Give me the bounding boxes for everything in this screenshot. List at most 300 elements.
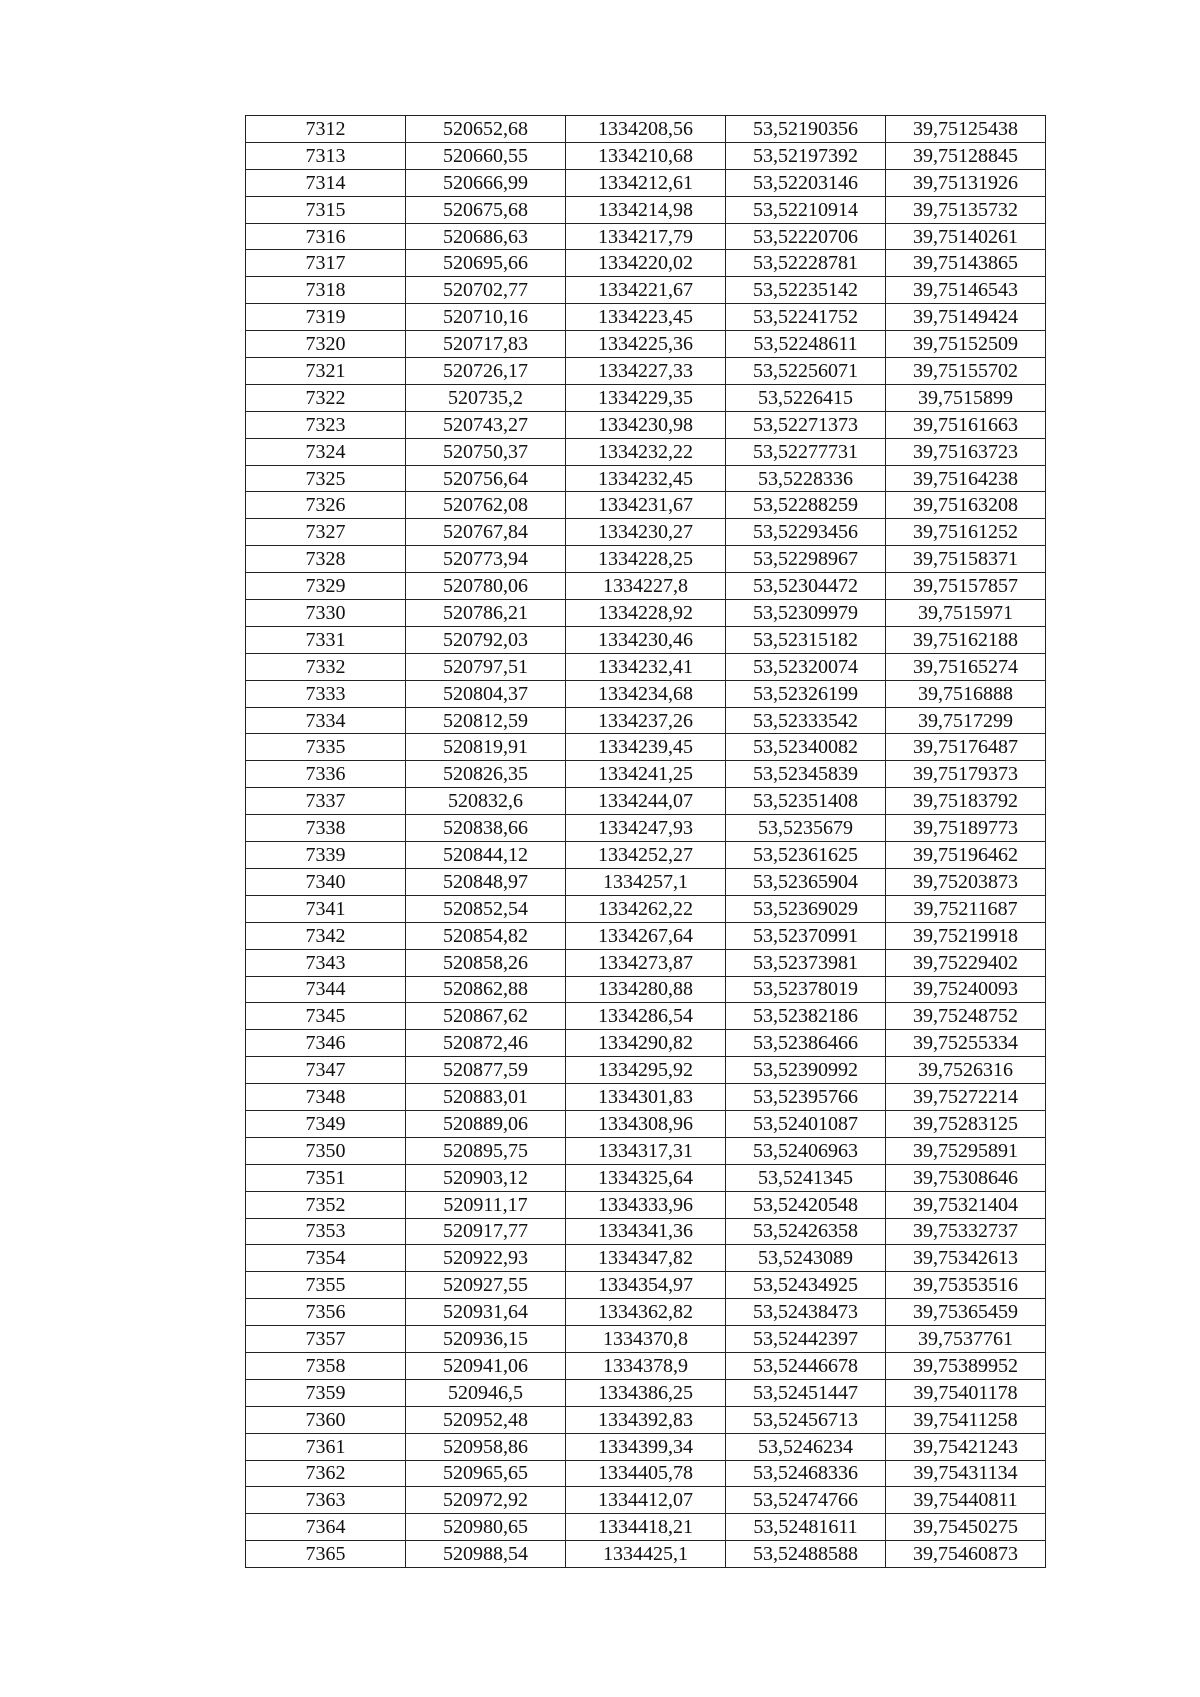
latitude-cell: 53,52442397 — [726, 1326, 886, 1353]
longitude-cell: 39,75164238 — [886, 465, 1046, 492]
point-number-cell: 7315 — [246, 196, 406, 223]
longitude-cell: 39,75229402 — [886, 949, 1046, 976]
point-number-cell: 7345 — [246, 1003, 406, 1030]
latitude-cell: 53,52361625 — [726, 842, 886, 869]
latitude-cell: 53,52256071 — [726, 358, 886, 385]
latitude-cell: 53,52340082 — [726, 734, 886, 761]
y-coordinate-cell: 1334234,68 — [566, 680, 726, 707]
table-row — [246, 949, 1046, 976]
y-coordinate-cell: 1334280,88 — [566, 976, 726, 1003]
table-row — [246, 868, 1046, 895]
table-row — [246, 250, 1046, 277]
longitude-cell: 39,75431134 — [886, 1460, 1046, 1487]
point-number-cell: 7335 — [246, 734, 406, 761]
latitude-cell: 53,52248611 — [726, 331, 886, 358]
longitude-cell: 39,7526316 — [886, 1057, 1046, 1084]
x-coordinate-cell: 520917,77 — [406, 1218, 566, 1245]
longitude-cell: 39,75163208 — [886, 492, 1046, 519]
table-row — [246, 626, 1046, 653]
table-row — [246, 519, 1046, 546]
table-row — [246, 680, 1046, 707]
x-coordinate-cell: 520972,92 — [406, 1487, 566, 1514]
y-coordinate-cell: 1334232,41 — [566, 653, 726, 680]
y-coordinate-cell: 1334210,68 — [566, 142, 726, 169]
y-coordinate-cell: 1334237,26 — [566, 707, 726, 734]
point-number-cell: 7352 — [246, 1191, 406, 1218]
latitude-cell: 53,52378019 — [726, 976, 886, 1003]
y-coordinate-cell: 1334227,8 — [566, 573, 726, 600]
y-coordinate-cell: 1334317,31 — [566, 1137, 726, 1164]
x-coordinate-cell: 520903,12 — [406, 1164, 566, 1191]
point-number-cell: 7343 — [246, 949, 406, 976]
latitude-cell: 53,52420548 — [726, 1191, 886, 1218]
y-coordinate-cell: 1334230,27 — [566, 519, 726, 546]
table-row — [246, 492, 1046, 519]
latitude-cell: 53,52373981 — [726, 949, 886, 976]
x-coordinate-cell: 520832,6 — [406, 788, 566, 815]
point-number-cell: 7350 — [246, 1137, 406, 1164]
point-number-cell: 7336 — [246, 761, 406, 788]
table-row — [246, 1137, 1046, 1164]
x-coordinate-cell: 520854,82 — [406, 922, 566, 949]
x-coordinate-cell: 520819,91 — [406, 734, 566, 761]
x-coordinate-cell: 520927,55 — [406, 1272, 566, 1299]
y-coordinate-cell: 1334386,25 — [566, 1379, 726, 1406]
table-row — [246, 1433, 1046, 1460]
latitude-cell: 53,52401087 — [726, 1110, 886, 1137]
y-coordinate-cell: 1334229,35 — [566, 384, 726, 411]
latitude-cell: 53,52210914 — [726, 196, 886, 223]
longitude-cell: 39,75149424 — [886, 304, 1046, 331]
table-row — [246, 277, 1046, 304]
point-number-cell: 7360 — [246, 1406, 406, 1433]
x-coordinate-cell: 520889,06 — [406, 1110, 566, 1137]
table-row — [246, 1110, 1046, 1137]
longitude-cell: 39,75308646 — [886, 1164, 1046, 1191]
longitude-cell: 39,75283125 — [886, 1110, 1046, 1137]
latitude-cell: 53,52333542 — [726, 707, 886, 734]
longitude-cell: 39,75176487 — [886, 734, 1046, 761]
table-row — [246, 1191, 1046, 1218]
longitude-cell: 39,75143865 — [886, 250, 1046, 277]
table-row — [246, 1272, 1046, 1299]
x-coordinate-cell: 520826,35 — [406, 761, 566, 788]
point-number-cell: 7359 — [246, 1379, 406, 1406]
point-number-cell: 7364 — [246, 1514, 406, 1541]
point-number-cell: 7351 — [246, 1164, 406, 1191]
latitude-cell: 53,52474766 — [726, 1487, 886, 1514]
longitude-cell: 39,75332737 — [886, 1218, 1046, 1245]
latitude-cell: 53,52426358 — [726, 1218, 886, 1245]
table-row — [246, 573, 1046, 600]
y-coordinate-cell: 1334333,96 — [566, 1191, 726, 1218]
point-number-cell: 7354 — [246, 1245, 406, 1272]
y-coordinate-cell: 1334214,98 — [566, 196, 726, 223]
point-number-cell: 7312 — [246, 116, 406, 143]
point-number-cell: 7337 — [246, 788, 406, 815]
y-coordinate-cell: 1334221,67 — [566, 277, 726, 304]
x-coordinate-cell: 520848,97 — [406, 868, 566, 895]
y-coordinate-cell: 1334241,25 — [566, 761, 726, 788]
point-number-cell: 7321 — [246, 358, 406, 385]
y-coordinate-cell: 1334362,82 — [566, 1299, 726, 1326]
table-row — [246, 976, 1046, 1003]
x-coordinate-cell: 520786,21 — [406, 600, 566, 627]
longitude-cell: 39,75460873 — [886, 1541, 1046, 1568]
table-row — [246, 169, 1046, 196]
longitude-cell: 39,75203873 — [886, 868, 1046, 895]
latitude-cell: 53,52446678 — [726, 1352, 886, 1379]
longitude-cell: 39,75240093 — [886, 976, 1046, 1003]
longitude-cell: 39,75295891 — [886, 1137, 1046, 1164]
y-coordinate-cell: 1334354,97 — [566, 1272, 726, 1299]
y-coordinate-cell: 1334286,54 — [566, 1003, 726, 1030]
x-coordinate-cell: 520780,06 — [406, 573, 566, 600]
point-number-cell: 7363 — [246, 1487, 406, 1514]
longitude-cell: 39,75131926 — [886, 169, 1046, 196]
longitude-cell: 39,75125438 — [886, 116, 1046, 143]
x-coordinate-cell: 520717,83 — [406, 331, 566, 358]
table-row — [246, 438, 1046, 465]
latitude-cell: 53,52369029 — [726, 895, 886, 922]
longitude-cell: 39,75183792 — [886, 788, 1046, 815]
y-coordinate-cell: 1334228,92 — [566, 600, 726, 627]
point-number-cell: 7362 — [246, 1460, 406, 1487]
table-row — [246, 1541, 1046, 1568]
point-number-cell: 7353 — [246, 1218, 406, 1245]
latitude-cell: 53,5228336 — [726, 465, 886, 492]
latitude-cell: 53,52315182 — [726, 626, 886, 653]
longitude-cell: 39,75321404 — [886, 1191, 1046, 1218]
latitude-cell: 53,52228781 — [726, 250, 886, 277]
longitude-cell: 39,75196462 — [886, 842, 1046, 869]
latitude-cell: 53,52370991 — [726, 922, 886, 949]
latitude-cell: 53,52190356 — [726, 116, 886, 143]
point-number-cell: 7329 — [246, 573, 406, 600]
x-coordinate-cell: 520941,06 — [406, 1352, 566, 1379]
x-coordinate-cell: 520931,64 — [406, 1299, 566, 1326]
point-number-cell: 7365 — [246, 1541, 406, 1568]
x-coordinate-cell: 520767,84 — [406, 519, 566, 546]
longitude-cell: 39,7515899 — [886, 384, 1046, 411]
x-coordinate-cell: 520773,94 — [406, 546, 566, 573]
y-coordinate-cell: 1334273,87 — [566, 949, 726, 976]
x-coordinate-cell: 520660,55 — [406, 142, 566, 169]
y-coordinate-cell: 1334370,8 — [566, 1326, 726, 1353]
longitude-cell: 39,75179373 — [886, 761, 1046, 788]
point-number-cell: 7327 — [246, 519, 406, 546]
x-coordinate-cell: 520675,68 — [406, 196, 566, 223]
longitude-cell: 39,75353516 — [886, 1272, 1046, 1299]
point-number-cell: 7328 — [246, 546, 406, 573]
x-coordinate-cell: 520652,68 — [406, 116, 566, 143]
longitude-cell: 39,75189773 — [886, 815, 1046, 842]
x-coordinate-cell: 520702,77 — [406, 277, 566, 304]
point-number-cell: 7316 — [246, 223, 406, 250]
table-row — [246, 707, 1046, 734]
point-number-cell: 7322 — [246, 384, 406, 411]
longitude-cell: 39,75140261 — [886, 223, 1046, 250]
table-row — [246, 1460, 1046, 1487]
latitude-cell: 53,52434925 — [726, 1272, 886, 1299]
table-row — [246, 922, 1046, 949]
latitude-cell: 53,5226415 — [726, 384, 886, 411]
latitude-cell: 53,52309979 — [726, 600, 886, 627]
latitude-cell: 53,5241345 — [726, 1164, 886, 1191]
longitude-cell: 39,75389952 — [886, 1352, 1046, 1379]
y-coordinate-cell: 1334252,27 — [566, 842, 726, 869]
x-coordinate-cell: 520936,15 — [406, 1326, 566, 1353]
longitude-cell: 39,75161663 — [886, 411, 1046, 438]
latitude-cell: 53,52395766 — [726, 1084, 886, 1111]
longitude-cell: 39,7517299 — [886, 707, 1046, 734]
x-coordinate-cell: 520735,2 — [406, 384, 566, 411]
longitude-cell: 39,75211687 — [886, 895, 1046, 922]
longitude-cell: 39,75219918 — [886, 922, 1046, 949]
point-number-cell: 7325 — [246, 465, 406, 492]
point-number-cell: 7341 — [246, 895, 406, 922]
table-row — [246, 1003, 1046, 1030]
x-coordinate-cell: 520695,66 — [406, 250, 566, 277]
point-number-cell: 7320 — [246, 331, 406, 358]
y-coordinate-cell: 1334399,34 — [566, 1433, 726, 1460]
x-coordinate-cell: 520958,86 — [406, 1433, 566, 1460]
y-coordinate-cell: 1334262,22 — [566, 895, 726, 922]
y-coordinate-cell: 1334347,82 — [566, 1245, 726, 1272]
y-coordinate-cell: 1334232,22 — [566, 438, 726, 465]
latitude-cell: 53,52235142 — [726, 277, 886, 304]
latitude-cell: 53,52271373 — [726, 411, 886, 438]
y-coordinate-cell: 1334378,9 — [566, 1352, 726, 1379]
longitude-cell: 39,75161252 — [886, 519, 1046, 546]
y-coordinate-cell: 1334418,21 — [566, 1514, 726, 1541]
y-coordinate-cell: 1334247,93 — [566, 815, 726, 842]
y-coordinate-cell: 1334228,25 — [566, 546, 726, 573]
table-row — [246, 1514, 1046, 1541]
table-row — [246, 546, 1046, 573]
longitude-cell: 39,75157857 — [886, 573, 1046, 600]
latitude-cell: 53,52293456 — [726, 519, 886, 546]
point-number-cell: 7332 — [246, 653, 406, 680]
table-row — [246, 653, 1046, 680]
y-coordinate-cell: 1334267,64 — [566, 922, 726, 949]
longitude-cell: 39,75155702 — [886, 358, 1046, 385]
latitude-cell: 53,52203146 — [726, 169, 886, 196]
latitude-cell: 53,52481611 — [726, 1514, 886, 1541]
table-row — [246, 1030, 1046, 1057]
point-number-cell: 7340 — [246, 868, 406, 895]
longitude-cell: 39,75342613 — [886, 1245, 1046, 1272]
longitude-cell: 39,75163723 — [886, 438, 1046, 465]
table-row — [246, 304, 1046, 331]
longitude-cell: 39,75421243 — [886, 1433, 1046, 1460]
latitude-cell: 53,52197392 — [726, 142, 886, 169]
longitude-cell: 39,75272214 — [886, 1084, 1046, 1111]
table-row — [246, 1487, 1046, 1514]
point-number-cell: 7339 — [246, 842, 406, 869]
longitude-cell: 39,75146543 — [886, 277, 1046, 304]
longitude-cell: 39,75255334 — [886, 1030, 1046, 1057]
table-row — [246, 1379, 1046, 1406]
latitude-cell: 53,52326199 — [726, 680, 886, 707]
x-coordinate-cell: 520686,63 — [406, 223, 566, 250]
longitude-cell: 39,7537761 — [886, 1326, 1046, 1353]
latitude-cell: 53,52320074 — [726, 653, 886, 680]
point-number-cell: 7346 — [246, 1030, 406, 1057]
x-coordinate-cell: 520872,46 — [406, 1030, 566, 1057]
latitude-cell: 53,52298967 — [726, 546, 886, 573]
latitude-cell: 53,52220706 — [726, 223, 886, 250]
point-number-cell: 7331 — [246, 626, 406, 653]
table-row — [246, 411, 1046, 438]
y-coordinate-cell: 1334232,45 — [566, 465, 726, 492]
x-coordinate-cell: 520844,12 — [406, 842, 566, 869]
y-coordinate-cell: 1334239,45 — [566, 734, 726, 761]
x-coordinate-cell: 520858,26 — [406, 949, 566, 976]
latitude-cell: 53,5235679 — [726, 815, 886, 842]
latitude-cell: 53,52241752 — [726, 304, 886, 331]
longitude-cell: 39,75440811 — [886, 1487, 1046, 1514]
point-number-cell: 7318 — [246, 277, 406, 304]
point-number-cell: 7319 — [246, 304, 406, 331]
y-coordinate-cell: 1334308,96 — [566, 1110, 726, 1137]
point-number-cell: 7326 — [246, 492, 406, 519]
latitude-cell: 53,52386466 — [726, 1030, 886, 1057]
y-coordinate-cell: 1334212,61 — [566, 169, 726, 196]
latitude-cell: 53,52365904 — [726, 868, 886, 895]
longitude-cell: 39,75248752 — [886, 1003, 1046, 1030]
x-coordinate-cell: 520911,17 — [406, 1191, 566, 1218]
table-row — [246, 815, 1046, 842]
table-row — [246, 734, 1046, 761]
table-row — [246, 1164, 1046, 1191]
x-coordinate-cell: 520792,03 — [406, 626, 566, 653]
x-coordinate-cell: 520804,37 — [406, 680, 566, 707]
longitude-cell: 39,75152509 — [886, 331, 1046, 358]
latitude-cell: 53,52351408 — [726, 788, 886, 815]
latitude-cell: 53,52438473 — [726, 1299, 886, 1326]
x-coordinate-cell: 520946,5 — [406, 1379, 566, 1406]
y-coordinate-cell: 1334208,56 — [566, 116, 726, 143]
x-coordinate-cell: 520965,65 — [406, 1460, 566, 1487]
table-row — [246, 384, 1046, 411]
longitude-cell: 39,75450275 — [886, 1514, 1046, 1541]
y-coordinate-cell: 1334227,33 — [566, 358, 726, 385]
y-coordinate-cell: 1334405,78 — [566, 1460, 726, 1487]
longitude-cell: 39,75128845 — [886, 142, 1046, 169]
table-row — [246, 196, 1046, 223]
x-coordinate-cell: 520852,54 — [406, 895, 566, 922]
coordinates-table — [245, 115, 1046, 1568]
x-coordinate-cell: 520666,99 — [406, 169, 566, 196]
longitude-cell: 39,7516888 — [886, 680, 1046, 707]
x-coordinate-cell: 520895,75 — [406, 1137, 566, 1164]
table-row — [246, 223, 1046, 250]
y-coordinate-cell: 1334301,83 — [566, 1084, 726, 1111]
table-row — [246, 1245, 1046, 1272]
table-row — [246, 1218, 1046, 1245]
table-row — [246, 761, 1046, 788]
table-row — [246, 116, 1046, 143]
x-coordinate-cell: 520797,51 — [406, 653, 566, 680]
point-number-cell: 7317 — [246, 250, 406, 277]
longitude-cell: 39,75158371 — [886, 546, 1046, 573]
point-number-cell: 7344 — [246, 976, 406, 1003]
latitude-cell: 53,52451447 — [726, 1379, 886, 1406]
point-number-cell: 7323 — [246, 411, 406, 438]
point-number-cell: 7333 — [246, 680, 406, 707]
point-number-cell: 7330 — [246, 600, 406, 627]
y-coordinate-cell: 1334341,36 — [566, 1218, 726, 1245]
x-coordinate-cell: 520877,59 — [406, 1057, 566, 1084]
point-number-cell: 7357 — [246, 1326, 406, 1353]
y-coordinate-cell: 1334325,64 — [566, 1164, 726, 1191]
table-row — [246, 1352, 1046, 1379]
x-coordinate-cell: 520867,62 — [406, 1003, 566, 1030]
point-number-cell: 7356 — [246, 1299, 406, 1326]
point-number-cell: 7342 — [246, 922, 406, 949]
y-coordinate-cell: 1334223,45 — [566, 304, 726, 331]
point-number-cell: 7349 — [246, 1110, 406, 1137]
longitude-cell: 39,75162188 — [886, 626, 1046, 653]
point-number-cell: 7314 — [246, 169, 406, 196]
y-coordinate-cell: 1334225,36 — [566, 331, 726, 358]
x-coordinate-cell: 520710,16 — [406, 304, 566, 331]
x-coordinate-cell: 520883,01 — [406, 1084, 566, 1111]
table-row — [246, 842, 1046, 869]
y-coordinate-cell: 1334217,79 — [566, 223, 726, 250]
x-coordinate-cell: 520838,66 — [406, 815, 566, 842]
longitude-cell: 39,75365459 — [886, 1299, 1046, 1326]
table-row — [246, 1084, 1046, 1111]
x-coordinate-cell: 520756,64 — [406, 465, 566, 492]
point-number-cell: 7334 — [246, 707, 406, 734]
table-row — [246, 358, 1046, 385]
point-number-cell: 7338 — [246, 815, 406, 842]
longitude-cell: 39,75135732 — [886, 196, 1046, 223]
latitude-cell: 53,52288259 — [726, 492, 886, 519]
point-number-cell: 7324 — [246, 438, 406, 465]
point-number-cell: 7361 — [246, 1433, 406, 1460]
table-row — [246, 600, 1046, 627]
x-coordinate-cell: 520812,59 — [406, 707, 566, 734]
latitude-cell: 53,52468336 — [726, 1460, 886, 1487]
y-coordinate-cell: 1334425,1 — [566, 1541, 726, 1568]
latitude-cell: 53,52406963 — [726, 1137, 886, 1164]
table-row — [246, 1326, 1046, 1353]
point-number-cell: 7348 — [246, 1084, 406, 1111]
longitude-cell: 39,75411258 — [886, 1406, 1046, 1433]
x-coordinate-cell: 520988,54 — [406, 1541, 566, 1568]
x-coordinate-cell: 520980,65 — [406, 1514, 566, 1541]
latitude-cell: 53,52456713 — [726, 1406, 886, 1433]
x-coordinate-cell: 520743,27 — [406, 411, 566, 438]
y-coordinate-cell: 1334244,07 — [566, 788, 726, 815]
table-row — [246, 331, 1046, 358]
latitude-cell: 53,52345839 — [726, 761, 886, 788]
latitude-cell: 53,52277731 — [726, 438, 886, 465]
table-row — [246, 788, 1046, 815]
point-number-cell: 7313 — [246, 142, 406, 169]
longitude-cell: 39,7515971 — [886, 600, 1046, 627]
latitude-cell: 53,52390992 — [726, 1057, 886, 1084]
y-coordinate-cell: 1334230,46 — [566, 626, 726, 653]
y-coordinate-cell: 1334412,07 — [566, 1487, 726, 1514]
table-row — [246, 142, 1046, 169]
y-coordinate-cell: 1334392,83 — [566, 1406, 726, 1433]
x-coordinate-cell: 520762,08 — [406, 492, 566, 519]
longitude-cell: 39,75401178 — [886, 1379, 1046, 1406]
